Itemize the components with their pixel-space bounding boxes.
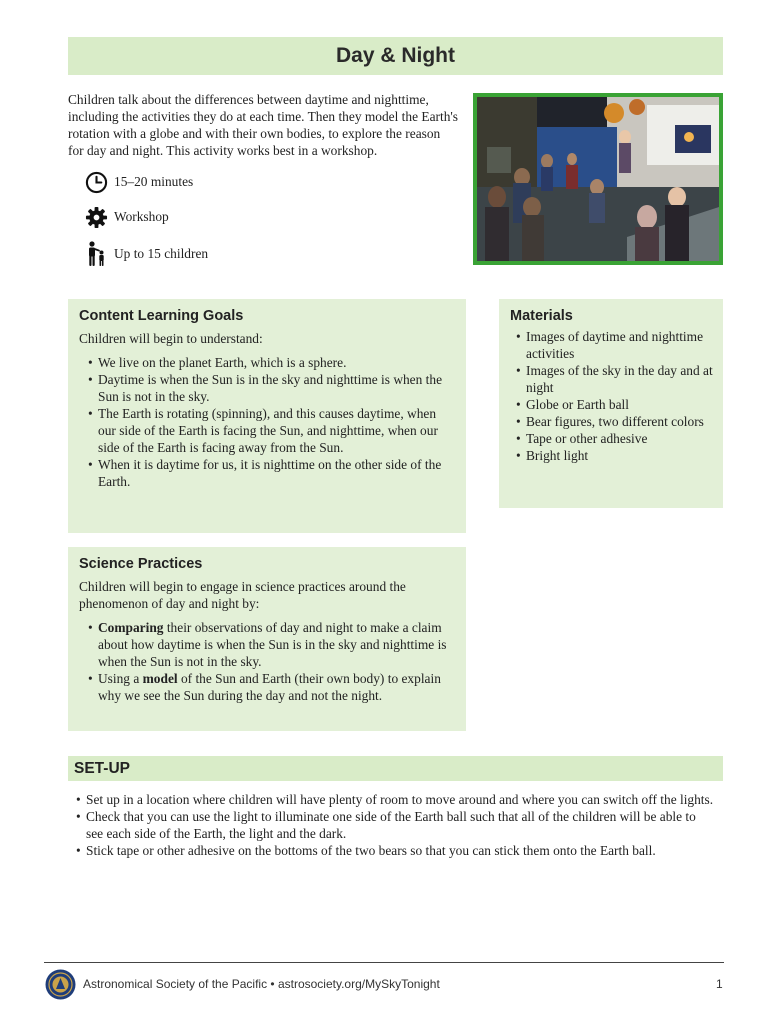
list-item: • Comparing their observations of day and night to make a claim about how daytime is when the Sun is in the sky and nighttime is when the Sun is not in the sky. [88, 619, 454, 670]
list-item: • Tape or other adhesive [516, 430, 713, 447]
goals-lead: Children will begin to understand: [79, 331, 263, 346]
materials-list [516, 328, 713, 464]
intro-paragraph: Children talk about the differences between daytime and nighttime, including the activities they do at each time. Then they model the Earth's rotation with a globe and with their own bodies, to explore the reason for day and night. This activity works best in a workshop. [68, 92, 459, 158]
goals-list [88, 354, 454, 490]
setup-list [76, 791, 716, 859]
classroom-photo [473, 93, 723, 265]
list-item: • Daytime is when the Sun is in the sky and nighttime is when the Sun is not in the sky. [88, 371, 454, 405]
list-item: • Bear figures, two different colors [516, 413, 713, 430]
title-bar [68, 37, 723, 75]
list-item: • Set up in a location where children will have plenty of room to move around and where you can switch off the lights. [76, 791, 716, 808]
list-item: • Using a model of the Sun and Earth (their own body) to explain why we see the Sun during the day and not the night. [88, 670, 454, 704]
list-item: • Globe or Earth ball [516, 396, 713, 413]
science-heading: Science Practices [79, 556, 203, 572]
group-row [84, 242, 208, 266]
footer-credit: Astronomical Society of the Pacific • astrosociety.org/MySkyTonight [83, 977, 440, 991]
group-label: Up to 15 children [114, 246, 209, 261]
goals-heading: Content Learning Goals [79, 308, 244, 324]
list-item: • Images of daytime and nighttime activities [516, 328, 713, 362]
science-lead: Children will begin to engage in science practices around the phenomenon of day and night by: [79, 579, 406, 611]
setup-heading: SET-UP [74, 759, 130, 777]
science-list [88, 619, 454, 704]
gear-icon [84, 205, 108, 229]
list-item: • We live on the planet Earth, which is a sphere. [88, 354, 454, 371]
setup-bar [68, 756, 723, 781]
format-label: Workshop [114, 209, 169, 224]
adult-child-icon [84, 242, 108, 266]
list-item: • Images of the sky in the day and at night [516, 362, 713, 396]
footer-divider [44, 962, 724, 963]
society-seal-logo [45, 969, 76, 1000]
list-item: • Stick tape or other adhesive on the bottoms of the two bears so that you can stick them onto the Earth ball. [76, 842, 716, 859]
science-practices-box [68, 547, 466, 731]
page-title: Day & Night [335, 44, 455, 67]
list-item: • When it is daytime for us, it is nighttime on the other side of the Earth. [88, 456, 454, 490]
materials-heading: Materials [510, 308, 573, 324]
duration-label: 15–20 minutes [114, 174, 194, 189]
format-row [84, 205, 169, 229]
clock-icon [84, 170, 108, 194]
duration-row [84, 170, 193, 194]
content-learning-goals-box [68, 299, 466, 533]
materials-box [499, 299, 723, 508]
list-item: • Check that you can use the light to illuminate one side of the Earth ball such that all of the children will be able to see each side of the Earth, the light and the dark. [76, 808, 716, 842]
page-number: 1 [716, 977, 723, 991]
list-item: • Bright light [516, 447, 713, 464]
list-item: • The Earth is rotating (spinning), and this causes daytime, when our side of the Earth is facing the Sun, and nighttime, when our side of the Earth is facing away from the Sun. [88, 405, 454, 456]
